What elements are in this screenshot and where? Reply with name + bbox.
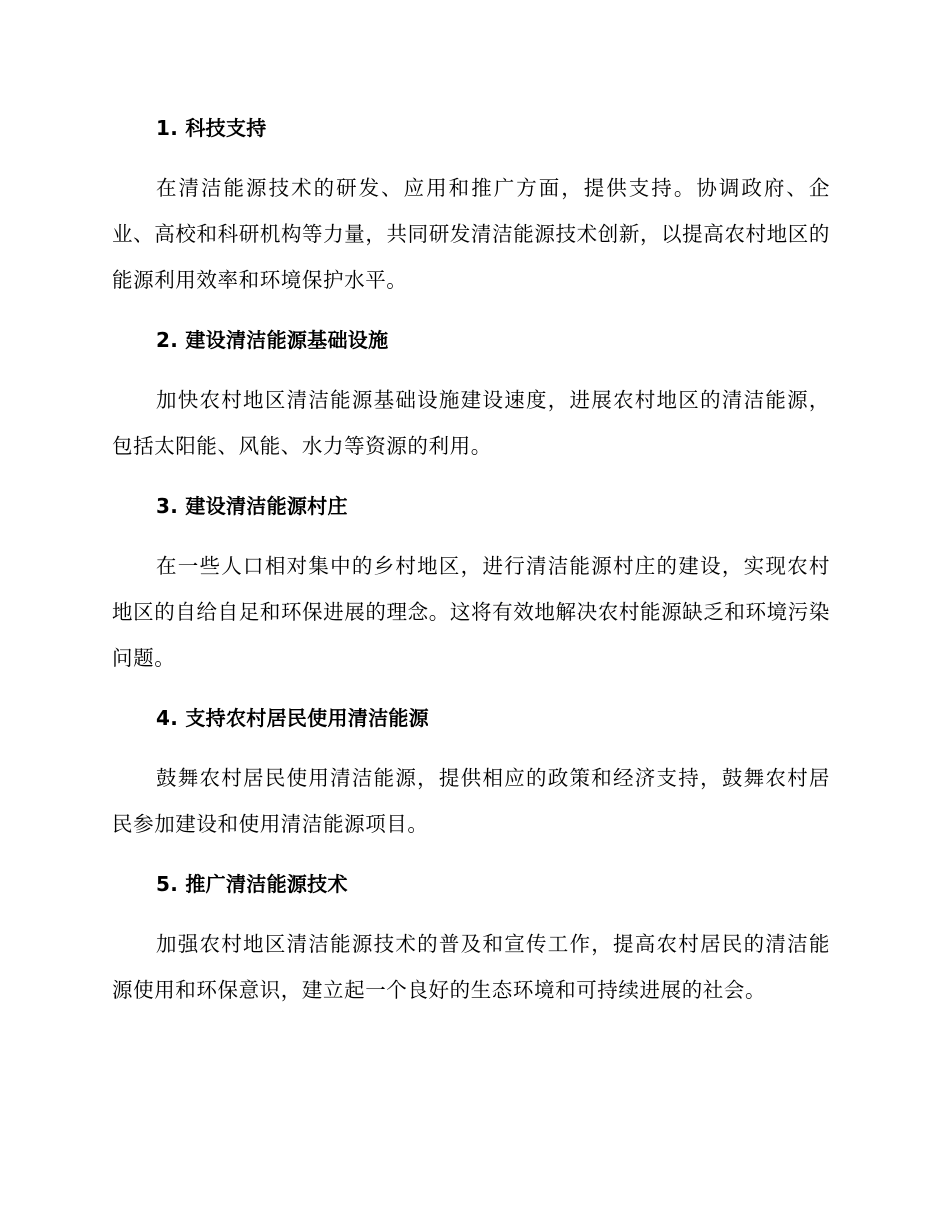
- section-heading: 5. 推广清洁能源技术: [156, 872, 348, 896]
- section-paragraph: 鼓舞农村居民使用清洁能源，提供相应的政策和经济支持，鼓舞农村居民参加建设和使用清洁能源项目。: [112, 766, 830, 836]
- section-clean-energy-infrastructure: [112, 324, 830, 469]
- section-clean-energy-village: [112, 490, 830, 681]
- section-paragraph: 加快农村地区清洁能源基础设施建设速度，进展农村地区的清洁能源，包括太阳能、风能、水力等资源的利用。: [112, 388, 830, 458]
- section-resident-support: [112, 702, 830, 847]
- section-technology-support: [112, 112, 830, 303]
- section-heading: 1. 科技支持: [156, 116, 267, 140]
- section-heading: 3. 建设清洁能源村庄: [156, 494, 348, 518]
- section-paragraph: 在一些人口相对集中的乡村地区，进行清洁能源村庄的建设，实现农村地区的自给自足和环保进展的理念。这将有效地解决农村能源缺乏和环境污染问题。: [112, 554, 830, 670]
- section-heading: 4. 支持农村居民使用清洁能源: [156, 706, 429, 730]
- section-technology-promotion: [112, 868, 830, 1013]
- section-heading: 2. 建设清洁能源基础设施: [156, 328, 389, 352]
- section-paragraph: 加强农村地区清洁能源技术的普及和宣传工作，提高农村居民的清洁能源使用和环保意识，建立起一个良好的生态环境和可持续进展的社会。: [112, 932, 830, 1002]
- section-paragraph: 在清洁能源技术的研发、应用和推广方面，提供支持。协调政府、企业、高校和科研机构等力量，共同研发清洁能源技术创新，以提高农村地区的能源利用效率和环境保护水平。: [112, 176, 830, 292]
